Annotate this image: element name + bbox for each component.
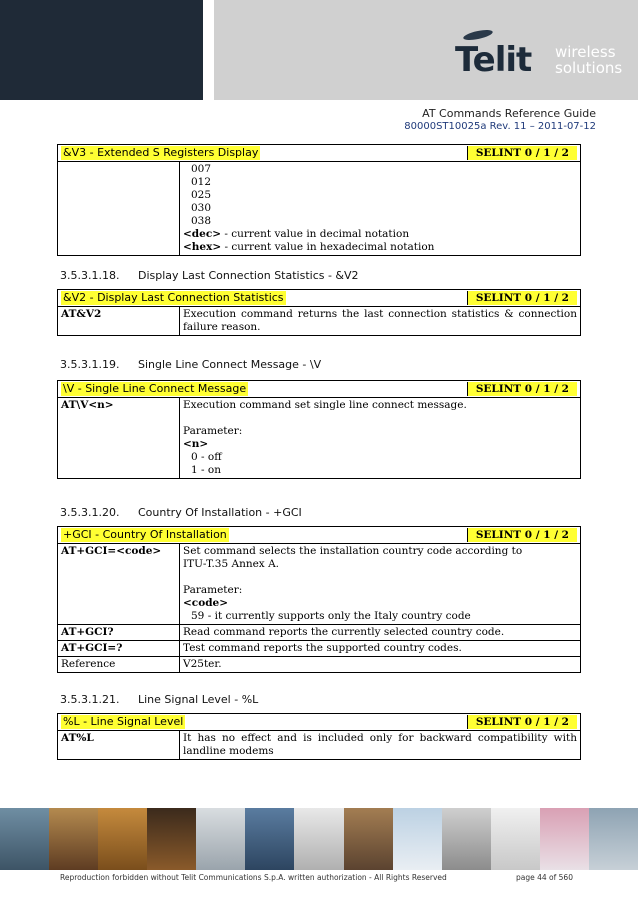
command-table-gci (57, 526, 581, 673)
footer-photo-strip (0, 808, 638, 870)
table-row (58, 625, 581, 641)
table-row (58, 657, 581, 673)
command-table-v2 (57, 289, 581, 336)
doc-title: AT Commands Reference Guide (422, 107, 596, 120)
command-table-backslash-v (57, 380, 581, 479)
command-cell: AT&V2 (58, 307, 180, 336)
command-cell: AT+GCI=? (58, 641, 180, 657)
command-cell (58, 162, 180, 256)
selint-tag: SELINT 0 / 1 / 2 (467, 715, 577, 729)
page-number: page 44 of 560 (516, 873, 573, 882)
command-table-v3 (57, 144, 581, 256)
section-heading: 3.5.3.1.18. Display Last Connection Statistics - &V2 (60, 269, 359, 282)
description-cell: It has no effect and is included only for backward compatibility with landline modems (180, 731, 581, 760)
table-title: +GCI - Country Of Installation (63, 528, 227, 541)
table-row (58, 307, 581, 336)
command-cell: Reference (58, 657, 180, 673)
description-cell: 007 012 025 030 038 <dec> - current value in decimal notation <hex> - current value in hexadecimal notation (180, 162, 581, 256)
description-cell: V25ter. (180, 657, 581, 673)
doc-reference: 80000ST10025a Rev. 11 – 2011-07-12 (404, 121, 596, 132)
table-title: %L - Line Signal Level (63, 715, 184, 728)
table-title: &V3 - Extended S Registers Display (63, 146, 259, 159)
command-cell: AT+GCI? (58, 625, 180, 641)
table-row (58, 162, 581, 256)
selint-tag: SELINT 0 / 1 / 2 (467, 528, 577, 542)
table-title: &V2 - Display Last Connection Statistics (63, 291, 284, 304)
command-cell: AT+GCI=<code> (58, 544, 180, 625)
footer-copyright: Reproduction forbidden without Telit Communications S.p.A. written authorization - All Rights Reserved (60, 873, 447, 882)
selint-tag: SELINT 0 / 1 / 2 (467, 291, 577, 305)
table-row (58, 641, 581, 657)
command-cell: AT\V<n> (58, 398, 180, 479)
command-table-percent-l (57, 713, 581, 760)
description-cell: Set command selects the installation country code according to ITU-T.35 Annex A. Parameter: <code> 59 - it currently supports only the Italy country code (180, 544, 581, 625)
header-dark-block (0, 0, 203, 100)
description-cell: Read command reports the currently selected country code. (180, 625, 581, 641)
header-gray-block (214, 0, 638, 100)
table-row (58, 398, 581, 479)
table-row (58, 731, 581, 760)
selint-tag: SELINT 0 / 1 / 2 (467, 382, 577, 396)
description-cell: Execution command set single line connect message. Parameter: <n> 0 - off 1 - on (180, 398, 581, 479)
section-heading: 3.5.3.1.21. Line Signal Level - %L (60, 693, 259, 706)
table-title: \V - Single Line Connect Message (63, 382, 247, 395)
logo-text: Telit (455, 40, 532, 80)
table-row (58, 544, 581, 625)
description-cell: Test command reports the supported country codes. (180, 641, 581, 657)
selint-tag: SELINT 0 / 1 / 2 (467, 146, 577, 160)
section-heading: 3.5.3.1.19. Single Line Connect Message - \V (60, 358, 322, 371)
description-cell: Execution command returns the last connection statistics & connection failure reason. (180, 307, 581, 336)
logo-tagline: wireless solutions (555, 43, 623, 77)
command-cell: AT%L (58, 731, 180, 760)
section-heading: 3.5.3.1.20. Country Of Installation - +GCI (60, 506, 302, 519)
